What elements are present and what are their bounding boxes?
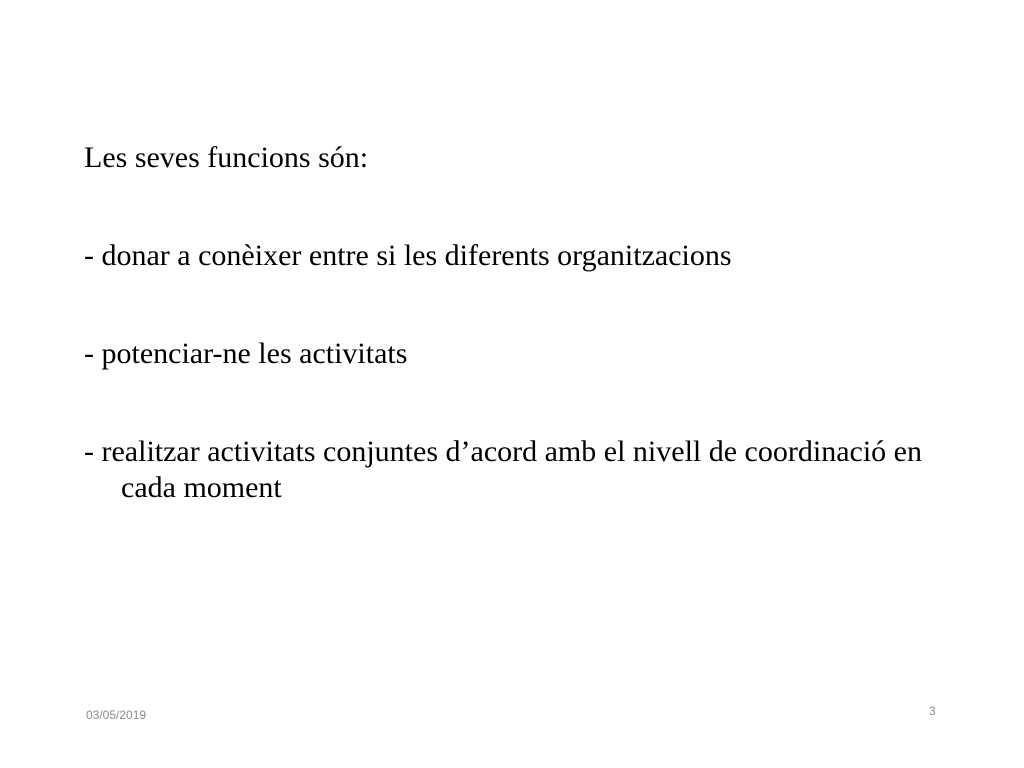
function-item-2: - potenciar-ne les activitats [84, 337, 408, 370]
slide-body [84, 140, 944, 568]
function-item-3: - realitzar activitats conjuntes d’acord amb el nivell de coordinació en cada moment [84, 435, 922, 504]
function-item-1: - donar a conèixer entre si les diferents organitzacions [84, 239, 732, 272]
footer-date: 03/05/2019 [86, 708, 147, 722]
intro-text: Les seves funcions són: [84, 141, 369, 174]
page-number: 3 [929, 704, 936, 718]
